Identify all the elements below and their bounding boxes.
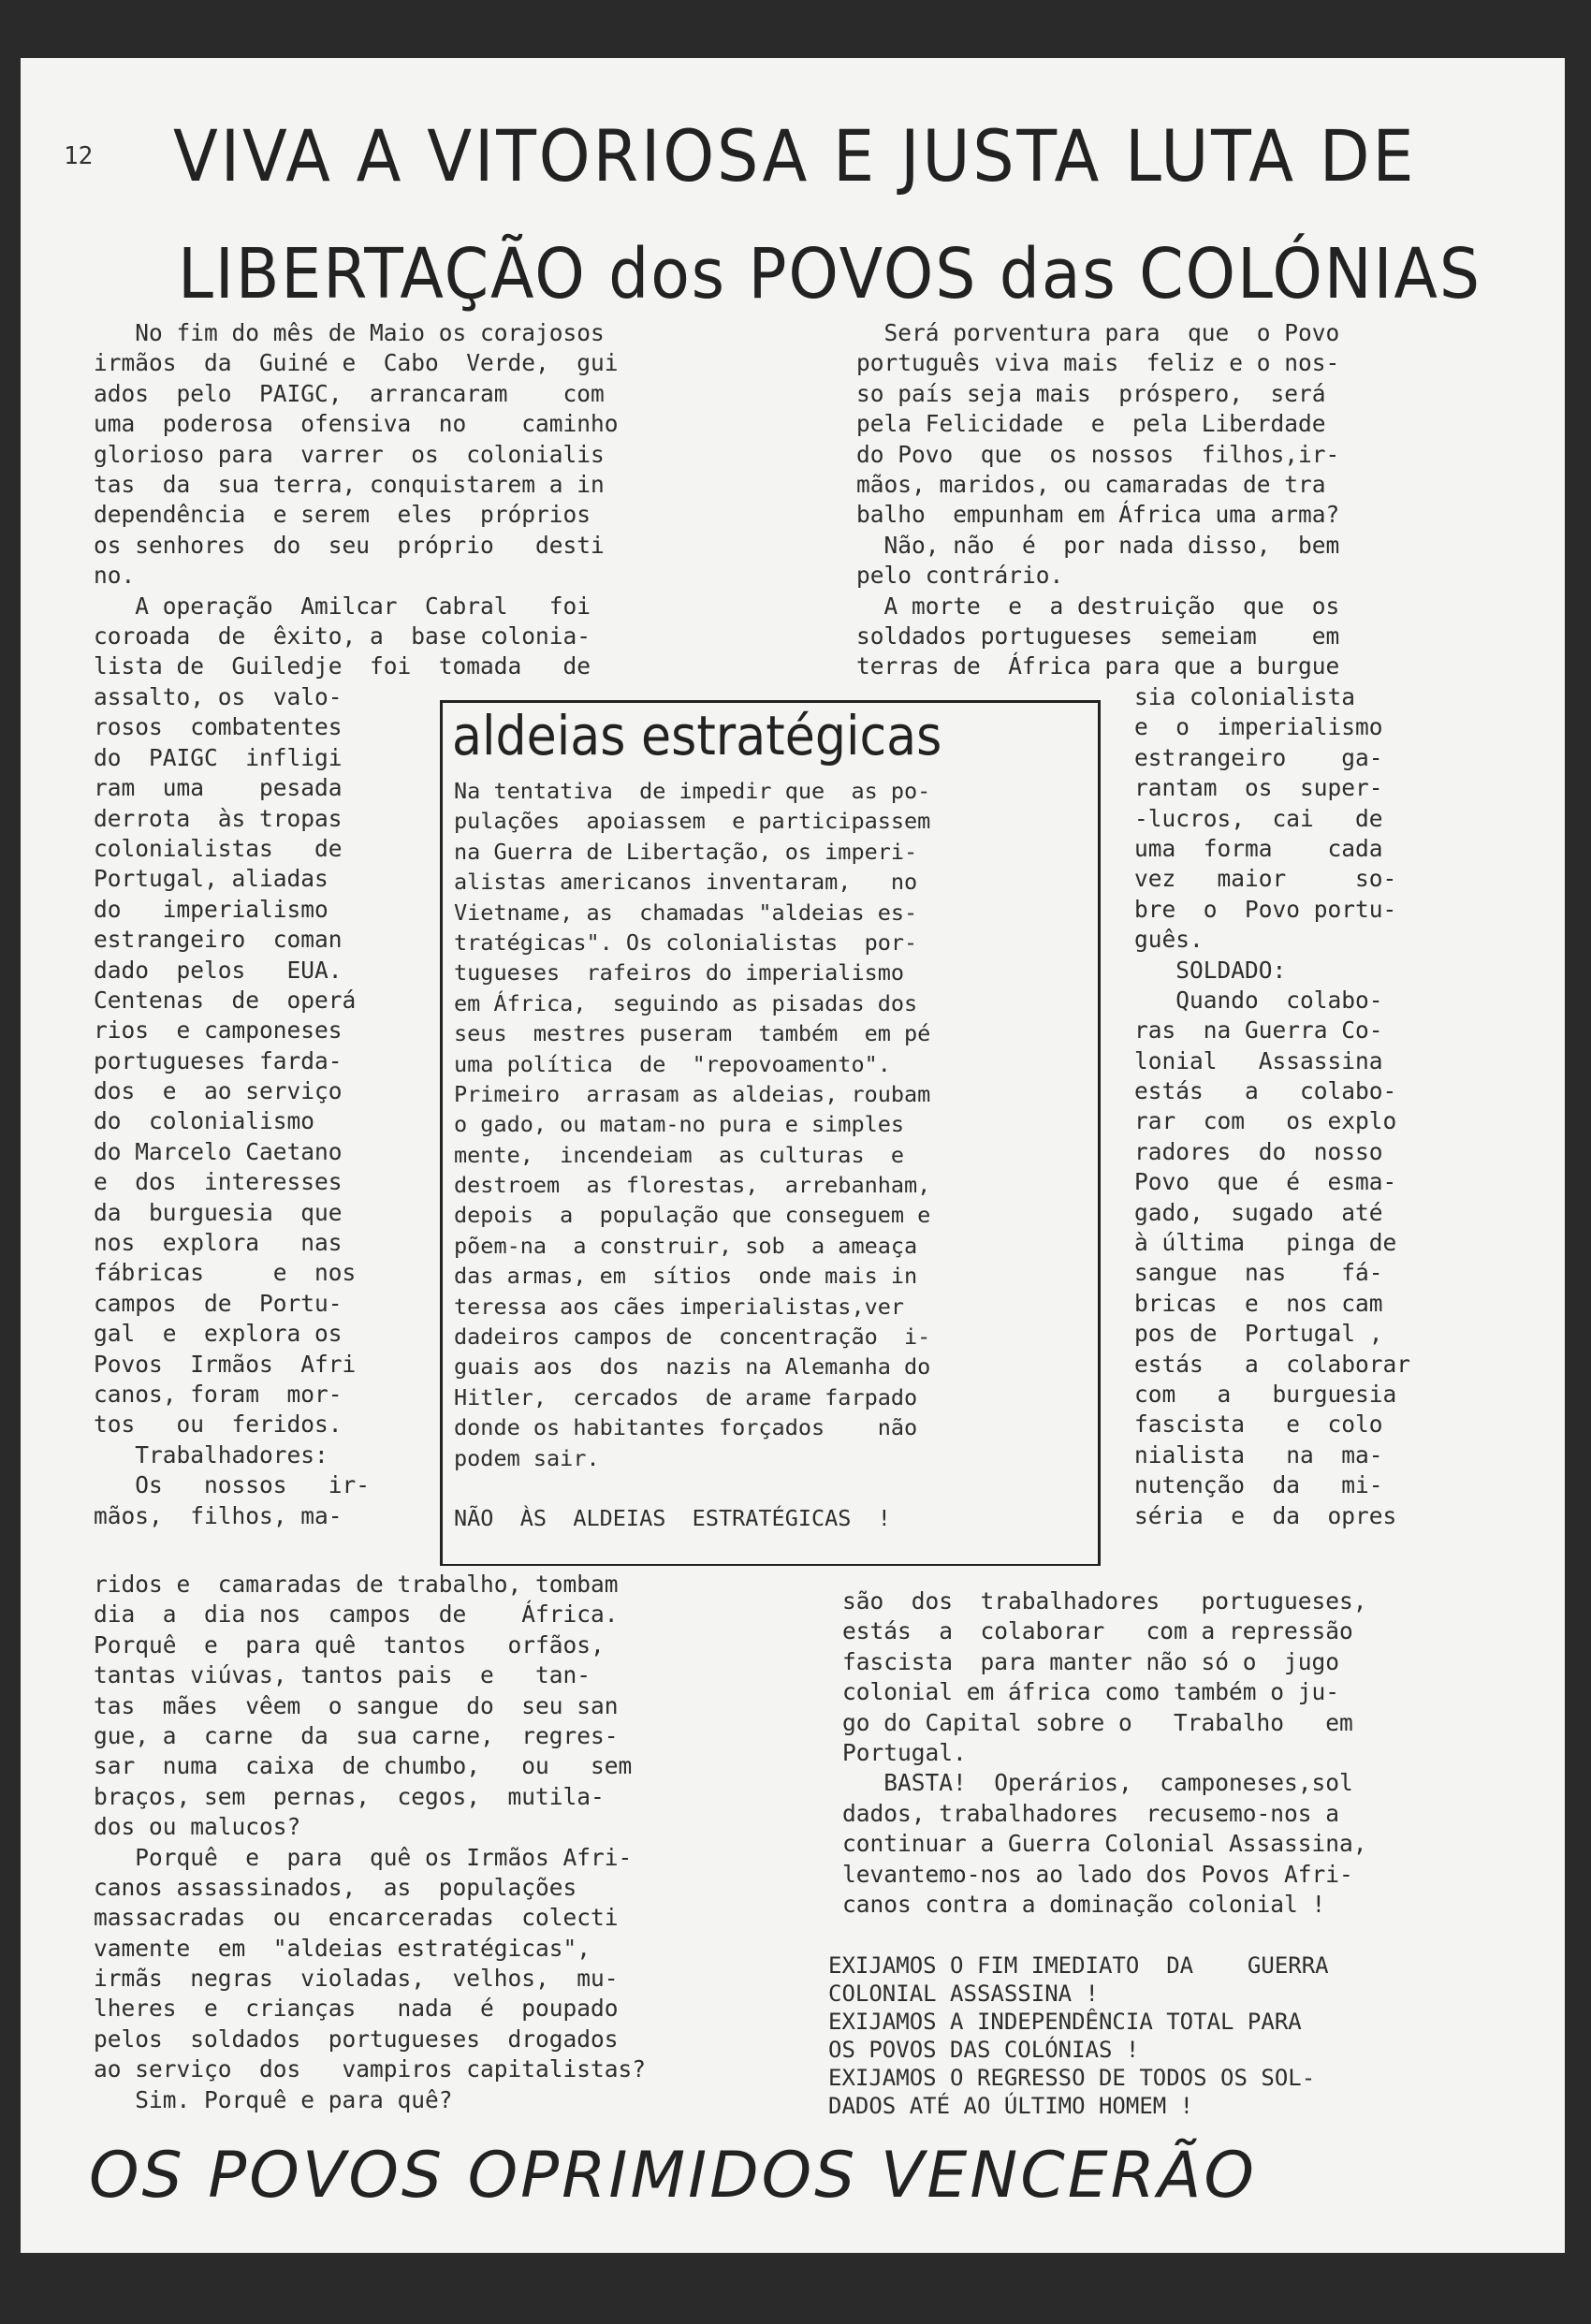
left-column-narrow [94,682,370,1531]
text-line: dia a dia nos campos de África. [94,1600,619,1629]
footer-slogan: OS POVOS OPRIMIDOS VENCERÃO [89,2139,1257,2213]
text-line: rosos combatentes [94,713,343,741]
text-line: guais aos dos nazis na Alemanha do [454,1353,931,1381]
text-line: dos e ao serviço [94,1077,343,1105]
text-line: mãos, filhos, ma- [94,1501,343,1529]
text-line: Na tentativa de impedir que as po- [454,778,931,804]
text-line: dado pelos EUA. [94,956,343,984]
text-line: bre o Povo portu- [1134,895,1397,923]
right-column-bottom [842,1586,1367,1920]
text-line: do colonialismo [94,1107,315,1135]
box-title: aldeias estratégicas [452,704,942,767]
text-line: mãos, maridos, ou camaradas de tra [856,470,1326,498]
text-line: balho empunham em África uma arma? [856,501,1340,529]
text-line: os senhores do seu próprio desti [94,531,605,559]
text-line: COLONIAL ASSASSINA ! [828,1981,1099,2007]
text-line: lonial Assassina [1134,1046,1383,1074]
text-line: fascista e colo [1134,1410,1383,1439]
text-line: colonial em áfrica como também o ju- [842,1678,1340,1706]
text-line [454,1474,930,1504]
text-line: ras na Guerra Co- [1134,1016,1383,1045]
text-line: dadeiros campos de concentração i- [454,1323,931,1351]
text-line: pela Felicidade e pela Liberdade [856,410,1326,438]
text-line: podem sair. [454,1444,600,1471]
text-line: do Marcelo Caetano [94,1137,343,1165]
text-line: estrangeiro coman [94,926,343,954]
text-line: destroem as florestas, arrebanham, [454,1172,931,1199]
text-line: alistas americanos inventaram, no [454,869,918,896]
text-line: nialista na ma- [1134,1440,1383,1469]
text-line: ao serviço dos vampiros capitalistas? [94,2055,647,2083]
text-line: Portugal. [842,1738,967,1766]
text-line: pos de Portugal , [1134,1320,1383,1348]
text-line: Portugal, aliadas [94,865,328,893]
text-line: à última pinga de [1134,1229,1397,1257]
text-line: com a burguesia [1134,1380,1397,1408]
text-line: nutenção da mi- [1134,1471,1383,1499]
text-line: do imperialismo [94,895,328,923]
text-line: no. [94,562,136,590]
text-line: nos explora nas [94,1229,343,1257]
text-line: ram uma pesada [94,774,343,802]
text-line: pelos soldados portugueses drogados [94,2024,619,2053]
text-line: lheres e crianças nada é poupado [94,1995,619,2023]
text-line: continuar a Guerra Colonial Assassina, [842,1830,1367,1858]
text-line: uma forma cada [1134,834,1383,862]
text-line: e dos interesses [94,1168,343,1196]
text-line: rantam os super- [1134,774,1383,802]
text-line: Hitler, cercados de arame farpado [454,1383,918,1410]
headline-line-2: LIBERTAÇÃO dos POVOS das COLÓNIAS [178,234,1482,314]
text-line: fábricas e nos [94,1259,357,1287]
text-line: rar com os explo [1134,1107,1397,1135]
text-line: em África, seguindo as pisadas dos [454,989,918,1016]
text-line: seus mestres puseram também em pé [454,1020,931,1047]
text-line: o gado, ou matam-no pura e simples [454,1111,905,1138]
text-line: EXIJAMOS O REGRESSO DE TODOS OS SOL- [828,2065,1316,2091]
text-line: Trabalhadores: [94,1440,328,1469]
text-line: estás a colaborar [1134,1350,1411,1378]
text-line: Primeiro arrasam as aldeias, roubam [454,1080,931,1107]
text-line: derrota às tropas [94,804,343,832]
text-line: donde os habitantes forçados não [454,1414,918,1441]
text-line: tratégicas". Os colonialistas por- [454,928,918,956]
text-line: Porquê e para quê tantos orfãos, [94,1630,605,1659]
text-line: gado, sugado até [1134,1198,1383,1226]
left-column-top [94,318,619,682]
text-line: EXIJAMOS O FIM IMEDIATO DA GUERRA [828,1952,1329,1979]
text-line: BASTA! Operários, camponeses,sol [842,1769,1353,1797]
text-line: portugueses farda- [94,1046,343,1074]
page-number: 12 [64,142,94,170]
text-line: ados pelo PAIGC, arrancaram com [94,379,605,407]
text-line: terras de África para que a burgue [856,652,1340,680]
headline-line-1: VIVA A VITORIOSA E JUSTA LUTA DE [173,114,1417,197]
text-line: go do Capital sobre o Trabalho em [842,1708,1353,1736]
text-line: radores do nosso [1134,1137,1383,1165]
text-line: Não, não é por nada disso, bem [856,531,1340,559]
text-line: irmãos da Guiné e Cabo Verde, gui [94,349,619,377]
text-line: Será porventura para que o Povo [856,319,1340,346]
text-line: do Povo que os nossos filhos,ir- [856,440,1340,468]
text-line: No fim do mês de Maio os corajosos [94,319,605,346]
text-line: Porquê e para quê os Irmãos Afri- [94,1843,633,1871]
text-line: gue, a carne da sua carne, regres- [94,1721,619,1749]
text-line: das armas, em sítios onde mais in [454,1263,918,1290]
text-line: so país seja mais próspero, será [856,379,1326,407]
text-line: teressa aos cães imperialistas,ver [454,1293,905,1320]
text-line: séria e da opres [1134,1501,1397,1529]
text-line: OS POVOS DAS COLÓNIAS ! [828,2037,1140,2063]
box-body [454,777,930,1535]
text-line: A operação Amilcar Cabral foi [94,592,591,620]
text-line: DADOS ATÉ AO ÚLTIMO HOMEM ! [828,2093,1194,2119]
text-line: canos contra a dominação colonial ! [842,1890,1326,1918]
text-line: -lucros, cai de [1134,804,1383,832]
text-line: uma poderosa ofensiva no caminho [94,410,619,438]
text-line: Vietname, as chamadas "aldeias es- [454,899,918,926]
text-line: estrangeiro ga- [1134,743,1383,771]
text-line: Povo que é esma- [1134,1168,1397,1196]
text-line: fascista para manter não só o jugo [842,1647,1340,1675]
text-line: soldados portugueses semeiam em [856,621,1340,650]
text-line: Sim. Porquê e para quê? [94,2085,453,2113]
text-line: Centenas de operá [94,986,357,1014]
text-line: levantemo-nos ao lado dos Povos Afri- [842,1860,1353,1888]
text-line: do PAIGC infligi [94,743,343,771]
text-line: estás a colaborar com a repressão [842,1617,1353,1645]
text-line: braços, sem pernas, cegos, mutila- [94,1782,605,1810]
text-line: português viva mais feliz e o nos- [856,349,1340,377]
text-line: tugueses rafeiros do imperialismo [454,959,905,987]
text-line: A morte e a destruição que os [856,592,1340,620]
text-line: mente, incendeiam as culturas e [454,1141,905,1168]
text-line: Quando colabo- [1134,986,1383,1014]
text-line: sangue nas fá- [1134,1259,1383,1287]
text-line: canos assassinados, as populações [94,1873,577,1901]
text-line: bricas e nos cam [1134,1289,1383,1317]
text-line: campos de Portu- [94,1289,343,1317]
text-line: são dos trabalhadores portugueses, [842,1587,1367,1615]
text-line: tas da sua terra, conquistarem a in [94,470,605,498]
left-column-bottom [94,1570,646,2115]
text-line: na Guerra de Libertação, os imperi- [454,838,918,865]
text-line: sia colonialista [1134,683,1356,710]
text-line: canos, foram mor- [94,1380,343,1408]
text-line: Os nossos ir- [94,1471,371,1499]
text-line: coroada de êxito, a base colonia- [94,621,591,650]
text-line: da burguesia que [94,1198,343,1226]
text-line: vamente em "aldeias estratégicas", [94,1934,591,1962]
text-line: SOLDADO: [1134,956,1287,984]
text-line: sar numa caixa de chumbo, ou sem [94,1752,633,1780]
text-line: põem-na a construir, sob a ameaça [454,1232,918,1259]
text-line: tos ou feridos. [94,1410,343,1439]
text-line: estás a colabo- [1134,1077,1397,1105]
right-column-top [856,318,1339,682]
text-line: depois a população que conseguem e [454,1202,931,1229]
text-line: NÃO ÀS ALDEIAS ESTRATÉGICAS ! [454,1505,891,1532]
text-line: pulações apoiassem e participassem [454,808,931,835]
text-line: tas mães vêem o sangue do seu san [94,1691,619,1719]
text-line: colonialistas de [94,834,343,862]
text-line: EXIJAMOS A INDEPENDÊNCIA TOTAL PARA [828,2009,1302,2035]
text-line: dos ou malucos? [94,1813,301,1841]
text-line: guês. [1134,926,1204,954]
text-line: e o imperialismo [1134,713,1383,741]
text-line: tantas viúvas, tantos pais e tan- [94,1661,591,1689]
text-line: vez maior so- [1134,865,1397,893]
demands-block [828,1951,1329,2120]
text-line: gal e explora os [94,1320,343,1348]
text-line: rios e camponeses [94,1016,343,1045]
text-line: uma política de "repovoamento". [454,1050,891,1077]
text-line: assalto, os valo- [94,683,343,710]
text-line: dependência e serem eles próprios [94,501,591,529]
right-column-narrow [1134,682,1410,1531]
text-line: massacradas ou encarceradas colecti [94,1904,619,1932]
text-line: pelo contrário. [856,562,1064,590]
text-line: glorioso para varrer os colonialis [94,440,605,468]
text-line: Povos Irmãos Afri [94,1350,357,1378]
text-line: irmãs negras violadas, velhos, mu- [94,1965,619,1993]
text-line: dados, trabalhadores recusemo-nos a [842,1799,1340,1827]
text-line: ridos e camaradas de trabalho, tombam [94,1571,619,1598]
text-line: lista de Guiledje foi tomada de [94,652,591,680]
